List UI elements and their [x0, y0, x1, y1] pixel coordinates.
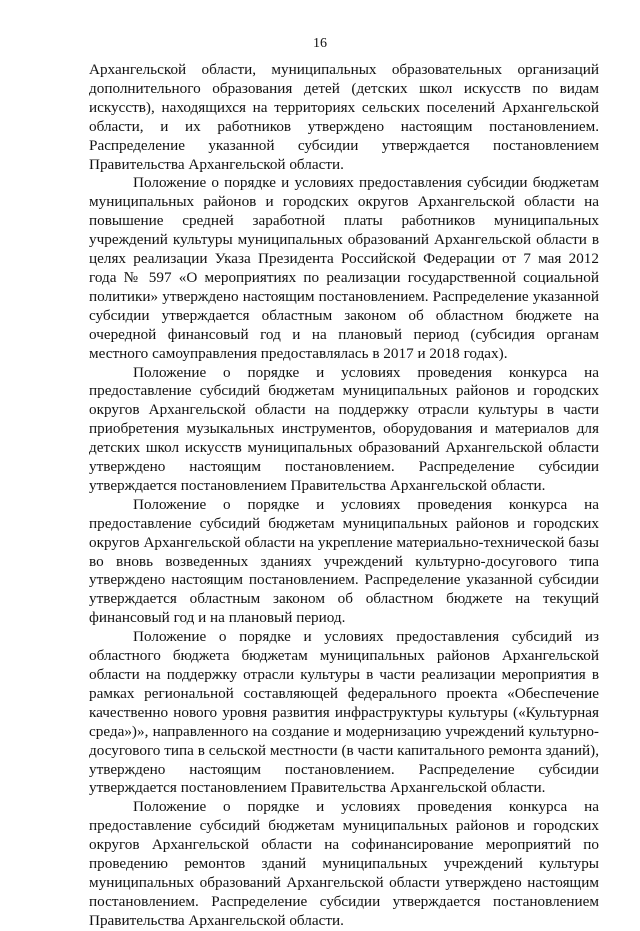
- document-body: [89, 61, 599, 931]
- paragraph-cultural-environment-subsidy: Положение о порядке и условиях предоставления субсидий из областного бюджета бюджетам муниципальных районов Архангельской области на поддержку отрасли культуры в части реализации мероприятия в рамках региональной составляющей федерального проекта «Обеспечение качественно нового уровня развития инфраструктуры культуры («Культурная среда»)», направленного на создание и модернизацию учреждений культурно-досугового типа в сельской местности (в части капитального ремонта зданий), утверждено настоящим постановлением. Распределение субсидии утверждается постановлением Правительства Архангельской области.: [89, 628, 599, 797]
- paragraph-repair-contest: Положение о порядке и условиях проведения конкурса на предоставление субсидий бюджетам муниципальных районов и городских округов Архангельской области на софинансирование мероприятий по проведению ремонтов зданий муниципальных учреждений культуры муниципальных образований Архангельской области утверждено настоящим постановлением. Распределение субсидии утверждается постановлением Правительства Архангельской области.: [89, 798, 599, 929]
- paragraph-music-instruments-contest: Положение о порядке и условиях проведения конкурса на предоставление субсидий бюджетам муниципальных районов и городских округов Архангельской области на поддержку отрасли культуры в части приобретения музыкальных инструментов, оборудования и материалов для детских школ искусств муниципальных образований Архангельской области утверждено настоящим постановлением. Распределение субсидии утверждается постановлением Правительства Архангельской области.: [89, 363, 599, 494]
- page-number: 16: [313, 36, 327, 51]
- paragraph-continuation: Архангельской области, муниципальных образовательных организаций дополнительного образования детей (детских школ искусств по видам искусств), находящихся на территориях сельских поселений Архангельской области, и их работников утверждено настоящим постановлением. Распределение указанной субсидии утверждается постановлением Правительства Архангельской области.: [89, 61, 599, 173]
- paragraph-salary-subsidy: Положение о порядке и условиях предоставления субсидии бюджетам муниципальных районов и городских округов Архангельской области на повышение средней заработной платы работников муниципальных учреждений культуры муниципальных образований Архангельской области в целях реализации Указа Президента Российской Федерации от 7 мая 2012 года № 597 «О мероприятиях по реализации государственной социальной политики» утверждено настоящим постановлением. Распределение указанной субсидии утверждается областным законом об областном бюджете на очередной финансовый год и на плановый период (субсидия органам местного самоуправления предоставлялась в 2017 и 2018 годах).: [89, 174, 599, 362]
- paragraph-material-base-contest: Положение о порядке и условиях проведения конкурса на предоставление субсидий бюджетам муниципальных районов и городских округов Архангельской области на укрепление материально-технической базы во вновь возведенных зданиях учреждений культурно-досугового типа утверждено настоящим постановлением. Распределение указанной субсидии утверждается областным законом об областном бюджете на текущий финансовый год и на плановый период.: [89, 495, 599, 627]
